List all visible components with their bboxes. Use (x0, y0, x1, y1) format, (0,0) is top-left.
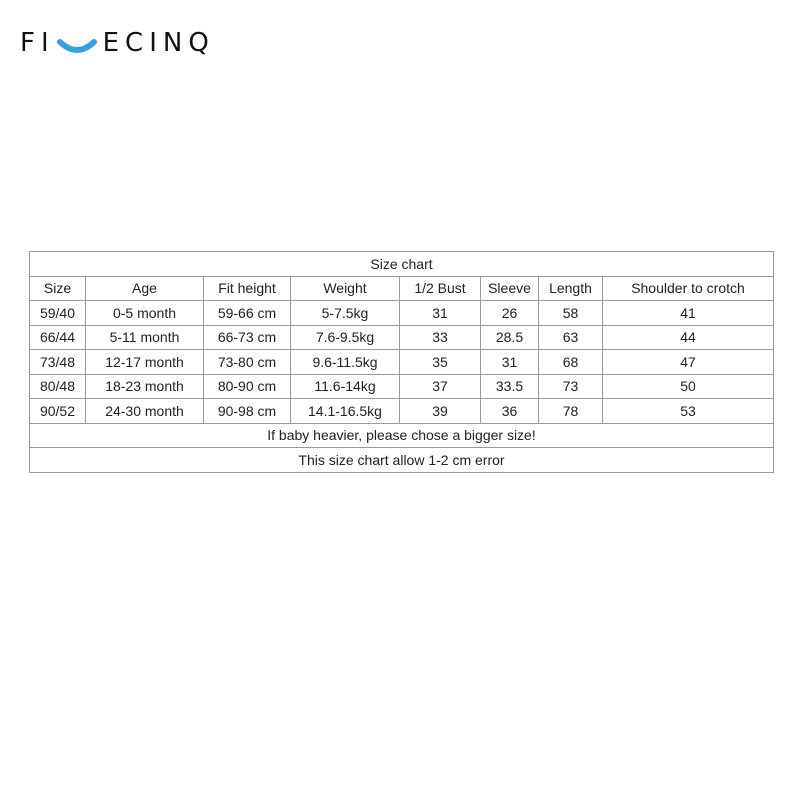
header-row (30, 276, 774, 301)
header-shoulder-to-crotch: Shoulder to crotch (603, 276, 774, 301)
table-cell: 59-66 cm (204, 301, 291, 326)
table-cell: 36 (481, 399, 539, 424)
title-row (30, 252, 774, 277)
table-cell: 35 (400, 350, 481, 375)
table-cell: 58 (539, 301, 603, 326)
table-cell: 78 (539, 399, 603, 424)
table-cell: 41 (603, 301, 774, 326)
table-cell: 33.5 (481, 374, 539, 399)
table-row (30, 301, 774, 326)
table-cell: 11.6-14kg (291, 374, 400, 399)
table-cell: 73/48 (30, 350, 86, 375)
table-cell: 90-98 cm (204, 399, 291, 424)
header-weight: Weight (291, 276, 400, 301)
table-cell: 33 (400, 325, 481, 350)
error-tolerance-note: This size chart allow 1-2 cm error (30, 448, 774, 473)
table-cell: 63 (539, 325, 603, 350)
table-cell: 31 (400, 301, 481, 326)
header-sleeve: Sleeve (481, 276, 539, 301)
table-cell: 44 (603, 325, 774, 350)
header-half-bust: 1/2 Bust (400, 276, 481, 301)
note-row (30, 423, 774, 448)
table-cell: 59/40 (30, 301, 86, 326)
logo-text-left: FI (20, 28, 55, 58)
table-cell: 68 (539, 350, 603, 375)
table-cell: 28.5 (481, 325, 539, 350)
brand-logo (20, 26, 215, 60)
table-cell: 90/52 (30, 399, 86, 424)
size-chart-title: Size chart (30, 252, 774, 277)
logo-text-right: ECINQ (102, 28, 215, 58)
table-cell: 0-5 month (86, 301, 204, 326)
table-cell: 5-7.5kg (291, 301, 400, 326)
table-row (30, 325, 774, 350)
note-row (30, 448, 774, 473)
table-cell: 73-80 cm (204, 350, 291, 375)
smile-icon (57, 33, 97, 53)
size-chart-table (29, 251, 774, 473)
table-row (30, 350, 774, 375)
table-cell: 66/44 (30, 325, 86, 350)
table-cell: 80/48 (30, 374, 86, 399)
table-cell: 47 (603, 350, 774, 375)
table-cell: 7.6-9.5kg (291, 325, 400, 350)
table-cell: 39 (400, 399, 481, 424)
table-row (30, 374, 774, 399)
table-cell: 50 (603, 374, 774, 399)
table-cell: 26 (481, 301, 539, 326)
table-cell: 66-73 cm (204, 325, 291, 350)
heavier-baby-note: If baby heavier, please chose a bigger size! (30, 423, 774, 448)
table-cell: 14.1-16.5kg (291, 399, 400, 424)
table-cell: 12-17 month (86, 350, 204, 375)
table-cell: 18-23 month (86, 374, 204, 399)
header-size: Size (30, 276, 86, 301)
table-cell: 5-11 month (86, 325, 204, 350)
table-cell: 80-90 cm (204, 374, 291, 399)
table-cell: 9.6-11.5kg (291, 350, 400, 375)
header-age: Age (86, 276, 204, 301)
table-cell: 37 (400, 374, 481, 399)
header-fit-height: Fit height (204, 276, 291, 301)
table-row (30, 399, 774, 424)
table-cell: 53 (603, 399, 774, 424)
table-cell: 31 (481, 350, 539, 375)
table-cell: 24-30 month (86, 399, 204, 424)
header-length: Length (539, 276, 603, 301)
table-cell: 73 (539, 374, 603, 399)
